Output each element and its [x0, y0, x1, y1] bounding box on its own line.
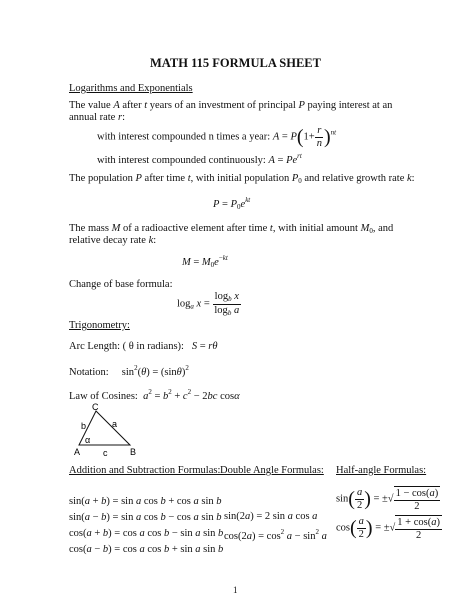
half-sin-formula: sin( $\frac{a}{2}$ ) = ±√ $\frac{1 - \cos(a)}{2}$: [336, 487, 439, 512]
angle-alpha-label: α: [85, 435, 91, 445]
population-text: The population P after time t, with initial population $P_0$ and relative growth rate k:: [69, 173, 415, 185]
mass-formula: $M = M_0e^{-kt}$: [182, 254, 228, 269]
heading-half-angle: Half-angle Formulas:: [336, 465, 427, 476]
heading-double-angle: Double Angle Formulas:: [220, 465, 324, 476]
change-base-label: Change of base formula:: [69, 279, 173, 290]
double-sin-formula: sin(2a) = 2 sin a cos a: [224, 511, 318, 522]
diff-sin-formula: sin(a − b) = sin a cos b − cos a sin b: [69, 512, 222, 523]
notation-label: Notation:: [69, 367, 109, 378]
compound-n-label: with interest compounded n times a year:: [97, 131, 271, 143]
page-title: MATH 115 FORMULA SHEET: [150, 56, 321, 70]
notation-line: Notation: $\sin^2(\theta) = (\sin\theta)^2$: [69, 364, 189, 378]
section-heading-logarithms: Logarithms and Exponentials: [69, 83, 193, 94]
compound-n-line: with interest compounded n times a year: A = P(1+ $\frac{r}{n}$ )$^{nt}$: [97, 125, 337, 149]
change-base-formula: $\log_a x$ = $\frac{\log_b x}{\log_b a}$: [177, 291, 240, 317]
arc-length-line: Arc Length: ( θ in radians): S = rθ: [69, 341, 218, 352]
continuous-label: with interest compounded continuously:: [97, 155, 266, 166]
page-number: 1: [233, 585, 238, 595]
side-a-label: a: [112, 419, 118, 429]
vertex-a-label: A: [74, 447, 81, 457]
side-c-label: c: [103, 448, 108, 457]
diff-cos-formula: cos(a − b) = cos a cos b + sin a sin b: [69, 544, 224, 555]
arc-length-label: Arc Length: ( θ in radians):: [69, 341, 184, 352]
population-formula: $P = P_0e^{kt}$: [213, 196, 251, 211]
half-cos-formula: cos( $\frac{a}{2}$ ) = ±√ $\frac{1 + \cos(a)}{2}$: [336, 516, 440, 541]
vertex-c-label: C: [92, 402, 99, 412]
sum-sin-formula: sin(a + b) = sin a cos b + cos a sin b: [69, 496, 222, 507]
double-cos-formula: $\cos(2a) = \cos^2 a - \sin^2 a$: [224, 528, 327, 542]
side-b-label: b: [81, 421, 87, 431]
law-of-cosines-line: Law of Cosines: $a^2 = b^2 + c^2 - 2bc$ cosα: [69, 388, 240, 402]
continuous-line: with interest compounded continuously: $A = Pe^{rt}$: [97, 152, 302, 166]
investment-text: The value A after t years of an investment of principal P paying interest at an annual rate r:: [69, 100, 393, 124]
heading-addition-subtraction: Addition and Subtraction Formulas:: [69, 465, 221, 476]
law-of-cosines-label: Law of Cosines:: [69, 391, 138, 402]
section-heading-trigonometry: Trigonometry:: [69, 320, 130, 331]
sum-cos-formula: cos(a + b) = cos a cos b − sin a sin b: [69, 528, 224, 539]
vertex-b-label: B: [130, 447, 137, 457]
triangle-diagram: [72, 401, 152, 457]
mass-text: The mass M of a radioactive element after time t, with initial amount $M_0$, and relative decay rate k:: [69, 223, 394, 247]
